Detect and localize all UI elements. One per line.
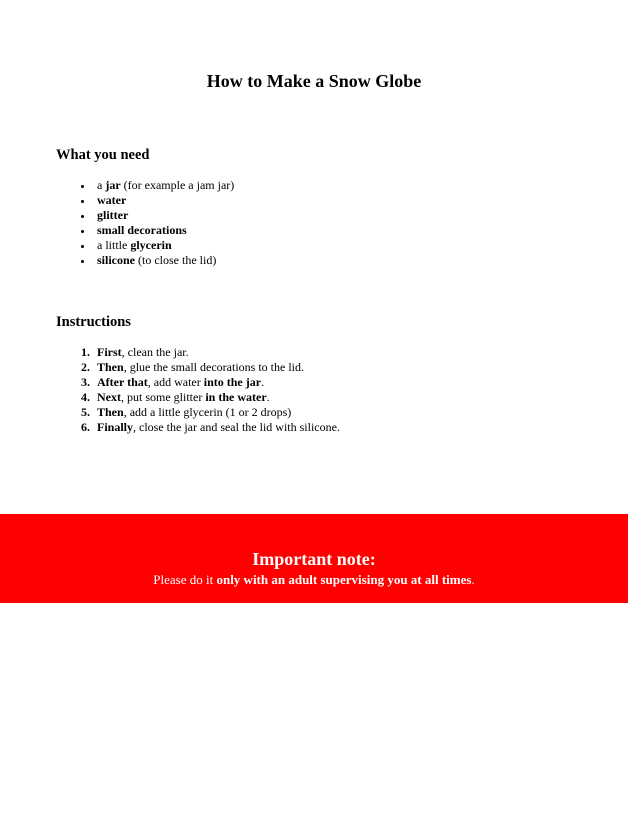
banner-text: Please do it only with an adult supervising you at all times. (153, 572, 475, 587)
document-title: How to Make a Snow Globe (206, 71, 422, 91)
instructions-item: 1. First, clean the jar. (93, 345, 572, 360)
instructions-item: 6. Finally, close the jar and seal the lid with silicone. (93, 420, 572, 435)
instructions-item: 2. Then, glue the small decorations to the lid. (93, 360, 572, 375)
instructions-list (56, 345, 572, 435)
materials-item: • a jar (for example a jam jar) (93, 178, 572, 193)
instructions-heading: Instructions (56, 314, 131, 330)
materials-item: • small decorations (93, 223, 572, 238)
instructions-item: 4. Next, put some glitter in the water. (93, 390, 572, 405)
banner-title: Important note: (252, 549, 376, 569)
important-note-banner (0, 514, 628, 603)
materials-item: • silicone (to close the lid) (93, 253, 572, 268)
materials-item: • a little glycerin (93, 238, 572, 253)
materials-heading: What you need (56, 147, 150, 163)
materials-item: • water (93, 193, 572, 208)
materials-item: • glitter (93, 208, 572, 223)
instructions-item: 3. After that, add water into the jar. (93, 375, 572, 390)
materials-list (56, 178, 572, 268)
instructions-item: 5. Then, add a little glycerin (1 or 2 drops) (93, 405, 572, 420)
